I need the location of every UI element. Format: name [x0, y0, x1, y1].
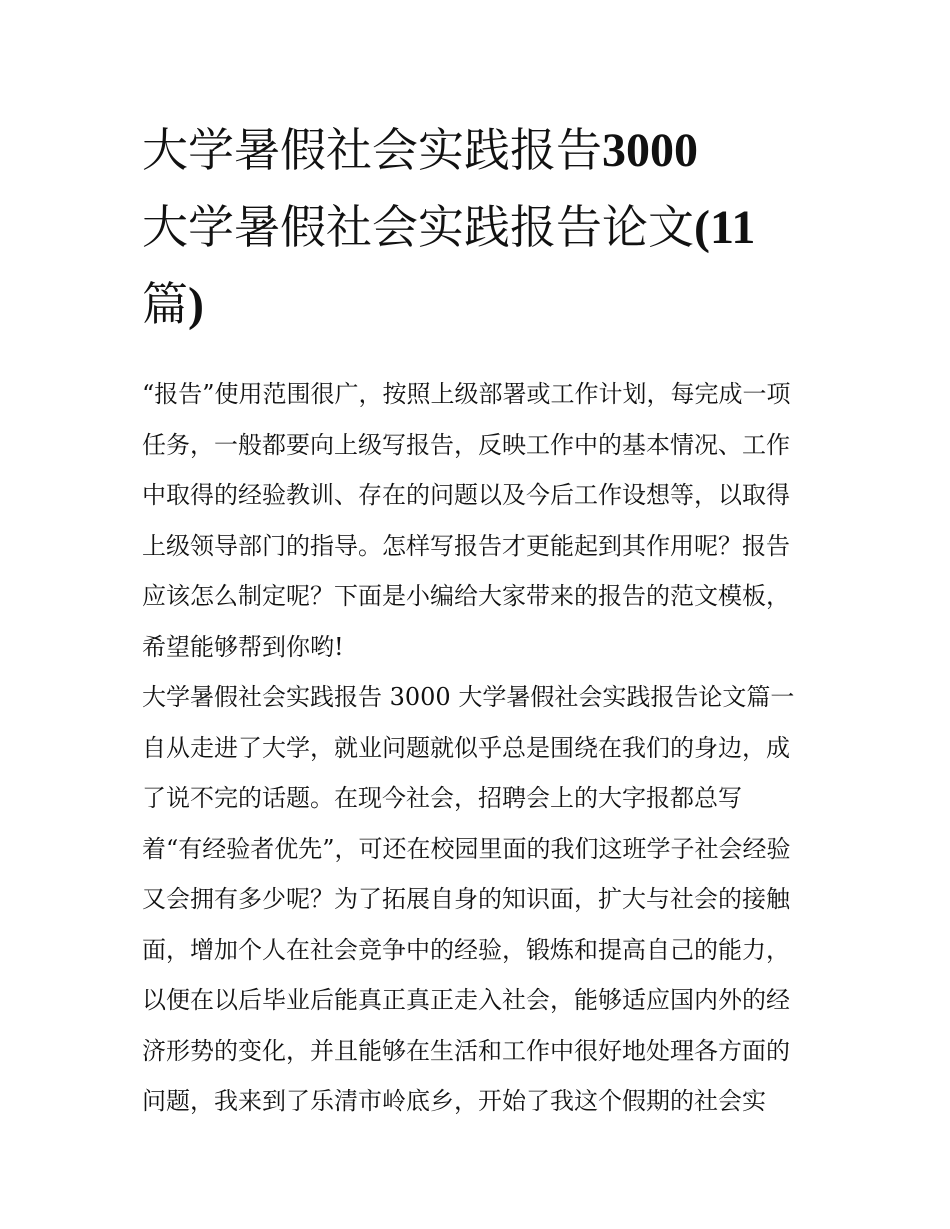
body-line: 上级领导部门的指导。怎样写报告才更能起到其作用呢？报告	[142, 531, 790, 560]
body-line: 应该怎么制定呢？下面是小编给大家带来的报告的范文模板，	[142, 582, 790, 610]
title-line-3	[142, 266, 822, 343]
title-line-2-text: 大学暑假社会实践报告论文	[142, 200, 694, 254]
section-heading-line: 大学暑假社会实践报告 3000 大学暑假社会实践报告论文篇一	[142, 683, 795, 711]
title-line-3-text: 篇	[142, 277, 188, 331]
body-line: 希望能够帮到你哟!	[142, 632, 344, 661]
body-line: 又会拥有多少呢？为了拓展自身的知识面，扩大与社会的接触	[142, 885, 790, 913]
body-line: 任务，一般都要向上级写报告，反映工作中的基本情况、工作	[142, 430, 790, 459]
title-line-3-latin: )	[188, 278, 204, 331]
body-line: 了说不完的话题。在现今社会，招聘会上的大字报都总写	[142, 784, 742, 812]
title-line-2-latin: (11	[694, 201, 756, 254]
document-title	[142, 112, 822, 343]
document-page	[142, 112, 822, 1127]
body-line: 问题，我来到了乐清市岭底乡，开始了我这个假期的社会实	[142, 1087, 766, 1115]
body-line: 以便在以后毕业后能真正真正走入社会，能够适应国内外的经	[142, 986, 790, 1014]
body-line: 自从走进了大学，就业问题就似乎总是围绕在我们的身边，成	[142, 733, 790, 762]
title-line-1	[142, 112, 822, 189]
body-line: 着“有经验者优先”，可还在校园里面的我们这班学子社会经验	[142, 834, 791, 863]
title-line-1-text: 大学暑假社会实践报告	[142, 123, 602, 177]
title-line-1-latin: 3000	[602, 124, 698, 177]
body-line: “报告”使用范围很广，按照上级部署或工作计划，每完成一项	[142, 380, 791, 408]
body-line: 面，增加个人在社会竞争中的经验，锻炼和提高自己的能力，	[142, 935, 790, 964]
body-line: 济形势的变化，并且能够在生活和工作中很好地处理各方面的	[142, 1036, 790, 1065]
title-line-2	[142, 189, 822, 266]
body-line: 中取得的经验教训、存在的问题以及今后工作设想等，以取得	[142, 481, 790, 509]
document-body	[142, 369, 822, 1127]
